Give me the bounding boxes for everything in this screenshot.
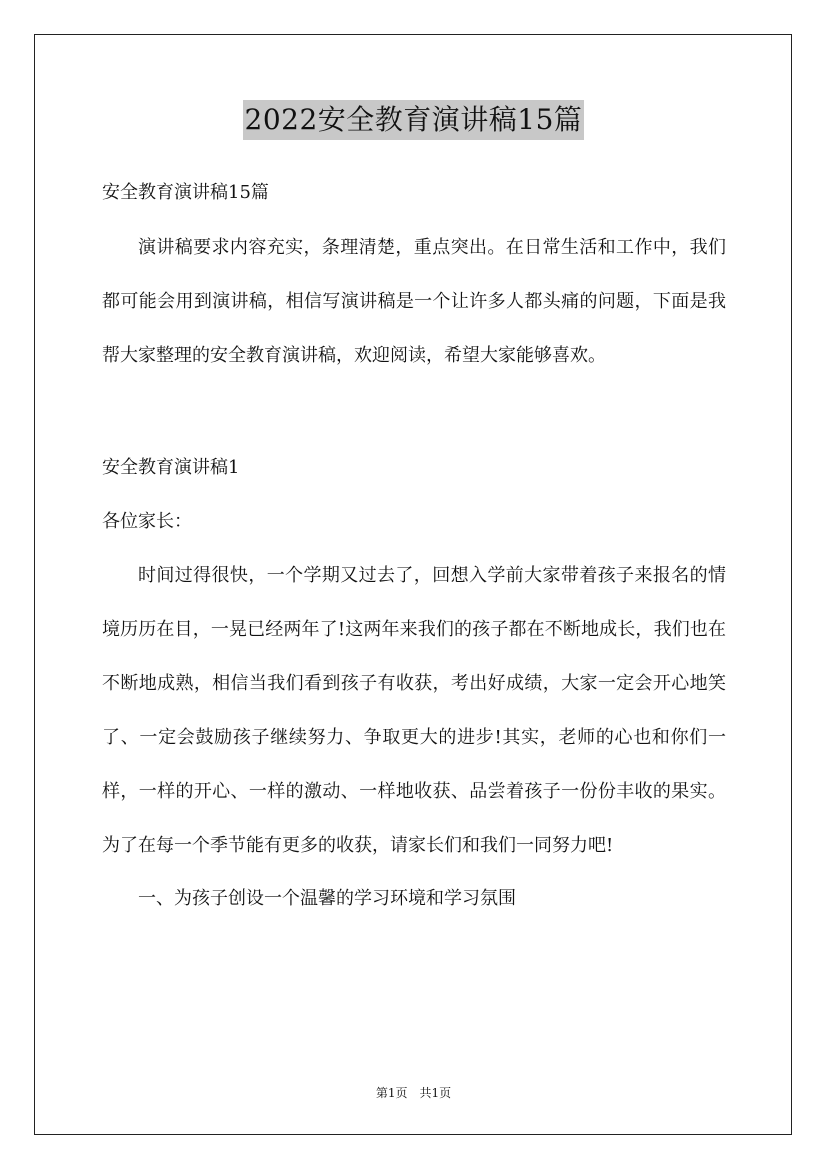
- spacer: [102, 383, 726, 441]
- page-number: 第1页 共1页: [375, 1086, 452, 1100]
- document-body: [102, 175, 726, 917]
- document-title: 2022安全教育演讲稿15篇: [243, 100, 585, 140]
- point-heading: 一、为孩子创设一个温馨的学习环境和学习氛围: [138, 888, 516, 909]
- salutation: 各位家长：: [102, 511, 192, 532]
- body-paragraph: 时间过得很快，一个学期又过去了，回想入学前大家带着孩子来报名的情境历历在目，一晃已经两年了!这两年来我们的孩子都在不断地成长，我们也在不断地成熟，相信当我们看到孩子有收获，考出好成绩，大家一定会开心地笑了、一定会鼓励孩子继续努力、争取更大的进步!其实，老师的心也和你们一样，一样的开心、一样的激动、一样地收获、品尝着孩子一份份丰收的果实。为了在每一个季节能有更多的收获，请家长们和我们一同努力吧!: [102, 565, 726, 856]
- section-title: 安全教育演讲稿1: [102, 457, 240, 478]
- intro-paragraph: 演讲稿要求内容充实，条理清楚，重点突出。在日常生活和工作中，我们都可能会用到演讲稿，相信写演讲稿是一个让许多人都头痛的问题，下面是我帮大家整理的安全教育演讲稿，欢迎阅读，希望大家能够喜欢。: [102, 237, 726, 366]
- title-container: [0, 100, 827, 140]
- document-subtitle: 安全教育演讲稿15篇: [102, 182, 269, 203]
